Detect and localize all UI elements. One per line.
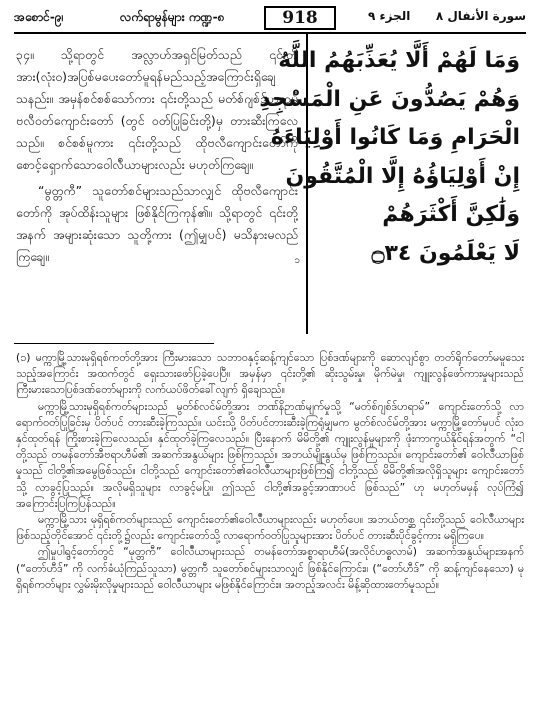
verse-line: إِنْ أَوْلِيَاؤُهُ إِلَّا الْمُتَّقُونَ — [285, 163, 520, 189]
footnote-rule — [14, 343, 214, 344]
translation-column — [16, 44, 298, 268]
footnote-mark: ၁ — [294, 255, 300, 266]
page-number: 918 — [264, 6, 336, 30]
footnotes — [16, 350, 524, 593]
footnote-paragraph: (၁) မက္ကာမြို့သားမုရှိရစ်ကတ်တို့အား ကြီးမားသော သဘာ၀နှင့်ဆန့်ကျင်သော ပြစ်ဒဏ်များကို ဆောလျင်စွာ တတ်ရိုက်တော်မမူသေးသည့်အကြောင်း အထက်တွင် ရှေးသားဖော်ပြခဲ့ပေပြီ။ အမှန်မှာ ၎င်းတို့၏ ဆိုးသွမ်းမှု၊ မိုက်မဲမှု၊ ကျူးလွန်ဖော်ကားမှုများသည် ကြီးမားသောပြစ်ဒဏ်တော်များကို လက်ယပ်ဖိတ်ခေါ်လျက် ရှိချေသည်။ — [16, 351, 524, 397]
verse-line: وَلَٰكِنَّ أَكْثَرَهُمْ — [382, 202, 520, 227]
section-label: လက်ရာမွန်များ ကဏ္ဍ-၈ — [120, 10, 225, 24]
volume-label: အစောင်-၉၊ — [14, 10, 64, 24]
verse-line: وَهُمْ يَصُدُّونَ عَنِ الْمَسْجِدِ — [259, 86, 520, 112]
footnote-paragraph: မက္ကာမြို့သား မုရှိရစ်ကတ်များသည် ကျောင်းတော်၏ဝေါလဳယာများလည်း မဟုတ်ပေ။ အဘယ်တစ္ဆ ၎င်းတို့သည် ဝေါလဳယာများ ဖြစ်သည့်တိုင်အောင် ၎င်းတို့၌လည်း ကျောင်းတော်သို့ လာရောက်ဝတ်ပြုသူများအား ပိတ်ပင် တားဆီးပိုင်ခွင့်ကား မရှိကြပေ။ — [16, 513, 524, 543]
verse-line: لَا يَعْلَمُونَ ۝٣٤ — [371, 240, 520, 266]
translation-paragraph: ၃၄။ သို့ရာတွင် အလ္လာဟ်အရှင်မြတ်သည် ၎င်းတို့အား(လုံး၀)အပြစ်မပေးတော်မူရန်မည်သည့်အကြောင်းရှိချေသနည်း။ အမှန်စင်စစ်သော်ကား ၎င်းတို့သည် မတ်စ်ဂျစ်ဒ်ဟရာမ် ဗလီဝတ်ကျောင်းတော် (တွင် ဝတ်ပြုခြင်းတို့)မှ တားဆီးကြလေသည်။ စင်စစ်မူကား ၎င်းတို့သည် ထိုဗလီကျောင်းတော်ကိုစောင့်ရှောက်သောဝေါလဳယာများလည်း မဟုတ်ကြချေ။ — [16, 47, 298, 172]
translation-paragraph: “မွတ္တကီ” သူတော်စင်များသည်သာလျှင် ထိုဗလီကျောင်းတော်ကို အုပ်ထိန်းသူများ ဖြစ်နိုင်ကြကုန်၏။ သို့ရာတွင် ၎င်းတို့အနက် အများဆုံးသော သူတို့ကား (ဤမျှပင်) မသိနားမလည်ကြချေ။ — [16, 183, 298, 264]
footnote-paragraph: ဤမှုပါရွင့်တော်တွင် “မုတ္တကီ” ဝေါလဳယာများသည် တမန်တော်အစ္စာရာဟီမ်(အလိုင်ဟဓ္စလာမ်) အဆက်အနွယ်များအနက် (“တော်ဟီဒ်” ကို လက်ခံယုံကြည်သူသာ) မွတ္တကီ သူတော်စင်များသာလျှင် ဖြစ်နိုင်ကြောင်း။ (“တော်ဟီဒ်” ကို ဆန့်ကျင်နေသော) မုရှိရစ်ကတ်များ လွှမ်းမိုးလိုမှုများသည် ဝေါလဳယာများ မဖြစ်နိုင်ကြောင်း။ အတည့်အလင်း မိန့်ဆိုထားတော်မူသည်။ — [16, 545, 524, 591]
arabic-verse — [259, 42, 520, 273]
page-header — [14, 6, 526, 30]
verse-line: وَمَا لَهُمْ أَلَّا يُعَذِّبَهُمُ اللَّهُ — [278, 48, 520, 73]
footnote-paragraph: မက္ကာမြို့သားမုရှိရစ်ကတ်များသည် မွတ်စ်လင်မ်တို့အား ဘဏ်နိဉာဏ်မျက်မှုသို့ “မတ်စ်ဂျစ်ဒ်ဟရာမ်” ကျောင်းတော်သို့ လာရောက်ဝတ်ပြုခြင်းမှ ပိတ်ပင် တားဆီးခဲ့ကြသည်။ ယင်းသို့ ပိတ်ပင်တားဆီးခဲ့ကြရုံမျှမက မွတ်စ်လင်မ်တို့အား မက္ကာမြို့တော်မှပင် လုံးဝနှင်ထုတ်ရန် ကြိုးစားခဲ့ကြလေသည်။ နှင်ထုတ်ခဲ့ကြလေသည်။ ပြီးနောက် မိမိတို့၏ ကျူးလွန်မှုများကို ဖုံးကာကွယ်နိုင်ရန်အတွက် “ငါတို့သည် တမန်တော်အီဗရာဟီမ်၏ အဆက်အနွယ်များ ဖြစ်ကြသည်။ အဘယ်မျိုးနွယ်မှ ဖြစ်ကြသည်။ ကျောင်းတော်၏ ဝေါလဳယာဖြစ်မှုသည် ငါတို့၏အမွေဖြစ်သည်။ ငါတို့သည် ကျောင်းတော်၏ဝေါလဳယာများဖြစ်ကြ၍ ငါတို့သည် မိမိတို့၏အလိုရှိသူများ ကျောင်းတော်သို့ လာခွင့်ပြုသည်။ အလိုမရှိသူများ လာခွင့်မပြု။ ဤသည် ငါတို့၏အခွင့်အာဏာပင် ဖြစ်သည်” ဟု မဟုတ်မမှန် လုပ်ကြံ၍ အကြောင်းပြကြပြန်သည်။ — [16, 399, 524, 510]
header-rule — [14, 32, 526, 34]
juz-label: الجزء ٩ — [368, 9, 411, 23]
verse-line: الْحَرَامِ وَمَا كَانُوا أَوْلِيَاءَهُ — [270, 125, 520, 150]
surah-label: سورة الأنفال ٨ — [435, 9, 526, 23]
